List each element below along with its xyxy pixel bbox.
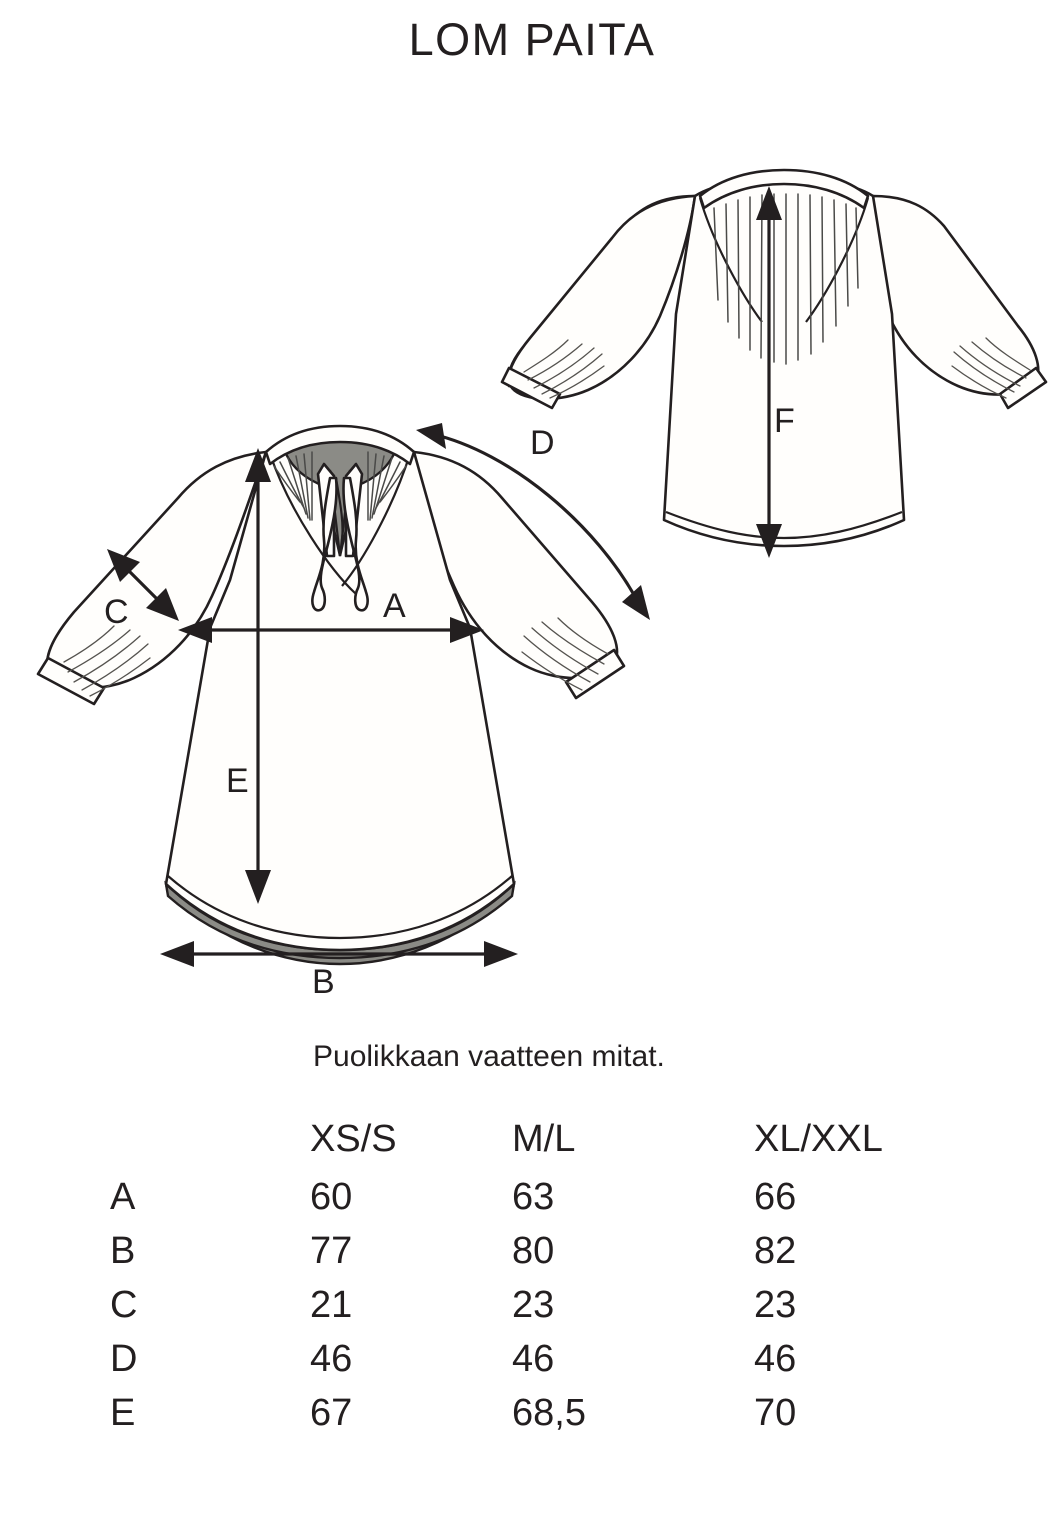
dimension-label-F: F xyxy=(774,402,795,440)
table-header-row xyxy=(0,1120,1064,1178)
cell-c-xl-xxl: 23 xyxy=(754,1284,797,1326)
table-row xyxy=(0,1340,1064,1394)
page-title: LOM PAITA xyxy=(408,14,656,65)
size-table xyxy=(0,1120,1064,1448)
row-label-e: E xyxy=(110,1392,136,1434)
cell-a-xs-s: 60 xyxy=(310,1176,353,1218)
cell-a-m-l: 63 xyxy=(512,1176,555,1218)
column-header-xl-xxl: XL/XXL xyxy=(754,1118,883,1160)
measurements-caption: Puolikkaan vaatteen mitat. xyxy=(313,1040,665,1073)
cell-b-xl-xxl: 82 xyxy=(754,1230,797,1272)
cell-e-m-l: 68,5 xyxy=(512,1392,586,1434)
table-row xyxy=(0,1178,1064,1232)
cell-e-xs-s: 67 xyxy=(310,1392,353,1434)
row-label-c: C xyxy=(110,1284,138,1326)
column-header-xs-s: XS/S xyxy=(310,1118,397,1160)
column-header-m-l: M/L xyxy=(512,1118,576,1160)
cell-d-xl-xxl: 46 xyxy=(754,1338,797,1380)
dimension-label-A: A xyxy=(383,587,406,625)
dimension-label-C: C xyxy=(104,593,129,631)
cell-d-m-l: 46 xyxy=(512,1338,555,1380)
row-label-d: D xyxy=(110,1338,138,1380)
table-row xyxy=(0,1232,1064,1286)
cell-e-xl-xxl: 70 xyxy=(754,1392,797,1434)
cell-c-m-l: 23 xyxy=(512,1284,555,1326)
dimension-label-D: D xyxy=(530,424,555,462)
cell-b-m-l: 80 xyxy=(512,1230,555,1272)
row-label-b: B xyxy=(110,1230,136,1272)
cell-d-xs-s: 46 xyxy=(310,1338,353,1380)
front-view-blouse xyxy=(38,423,650,1001)
dimension-label-E: E xyxy=(226,762,249,800)
cell-a-xl-xxl: 66 xyxy=(754,1176,797,1218)
cell-c-xs-s: 21 xyxy=(310,1284,353,1326)
table-row xyxy=(0,1286,1064,1340)
row-label-a: A xyxy=(110,1176,136,1218)
cell-b-xs-s: 77 xyxy=(310,1230,353,1272)
dimension-label-B: B xyxy=(312,963,335,1001)
back-view-blouse xyxy=(502,170,1046,558)
table-row xyxy=(0,1394,1064,1448)
